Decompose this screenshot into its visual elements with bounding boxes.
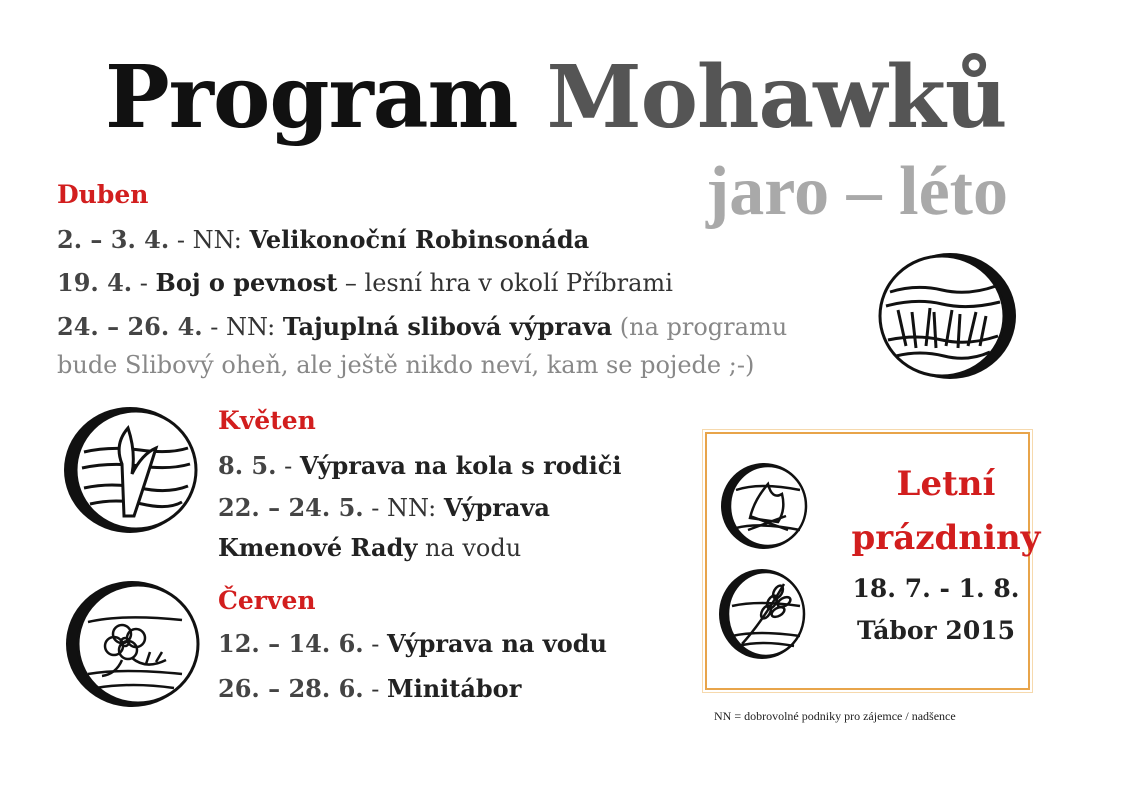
event-name-continued: Kmenové Rady [218, 533, 418, 562]
page-title [105, 48, 1006, 148]
event-tag: NN: [226, 313, 283, 341]
event-separator: - [202, 313, 227, 341]
event-note-continuation [57, 351, 754, 379]
season-subtitle: jaro – léto [706, 153, 1008, 230]
sprout-emblem-icon [60, 404, 202, 536]
event-separator: - [363, 494, 388, 522]
event-separator: - [363, 675, 388, 703]
event-name: Výprava [443, 493, 550, 522]
event-row [57, 226, 589, 254]
event-description: na vodu [417, 534, 522, 562]
event-date: 8. 5. [218, 451, 277, 480]
event-separator: - [132, 269, 156, 297]
event-separator: - [169, 226, 193, 254]
summer-event: Tábor 2015 [856, 616, 1016, 645]
event-description: – lesní hra v okolí Příbrami [337, 269, 673, 297]
month-heading-kveten: Květen [218, 406, 316, 435]
footnote: NN = dobrovolné podniky pro zájemce / nadšence [714, 709, 956, 723]
fire-emblem-icon [720, 460, 812, 552]
event-row [57, 269, 673, 297]
event-date: 26. – 28. 6. [218, 674, 364, 703]
event-row [218, 675, 521, 703]
title-word-mohawku: Mohawků [546, 47, 1007, 148]
event-note: (na programu [612, 313, 788, 341]
grass-emblem-icon [876, 250, 1018, 382]
summer-dates: 18. 7. - 1. 8. [852, 574, 1020, 603]
event-date: 24. – 26. 4. [57, 312, 203, 341]
month-heading-cerven: Červen [218, 586, 316, 615]
event-tag: NN: [387, 494, 444, 522]
event-tag: NN: [192, 226, 250, 254]
event-name: Výprava na vodu [387, 629, 607, 658]
event-row [218, 494, 550, 522]
event-name: Velikonoční Robinsonáda [249, 225, 590, 254]
event-name: Boj o pevnost [155, 268, 338, 297]
month-heading-duben: Duben [57, 180, 149, 209]
wheat-emblem-icon [718, 566, 810, 662]
event-name: Výprava na kola s rodiči [299, 451, 622, 480]
event-row [57, 313, 787, 341]
title-word-program: Program [105, 47, 518, 148]
event-date: 19. 4. [57, 268, 133, 297]
event-date: 12. – 14. 6. [218, 629, 364, 658]
event-date: 22. – 24. 5. [218, 493, 364, 522]
event-separator: - [363, 630, 388, 658]
event-name: Tajuplná slibová výprava [282, 312, 613, 341]
event-date: 2. – 3. 4. [57, 225, 170, 254]
event-row-continuation [218, 534, 521, 562]
event-separator: - [276, 452, 300, 480]
event-note: bude Slibový oheň, ale ještě nikdo neví, kam se pojede ;-) [57, 351, 755, 379]
summer-title-line2: prázdniny [851, 518, 1041, 558]
event-row [218, 452, 621, 480]
flower-emblem-icon [62, 578, 204, 710]
summer-title-line1: Letní [896, 464, 996, 504]
event-row [218, 630, 607, 658]
event-name: Minitábor [387, 674, 522, 703]
